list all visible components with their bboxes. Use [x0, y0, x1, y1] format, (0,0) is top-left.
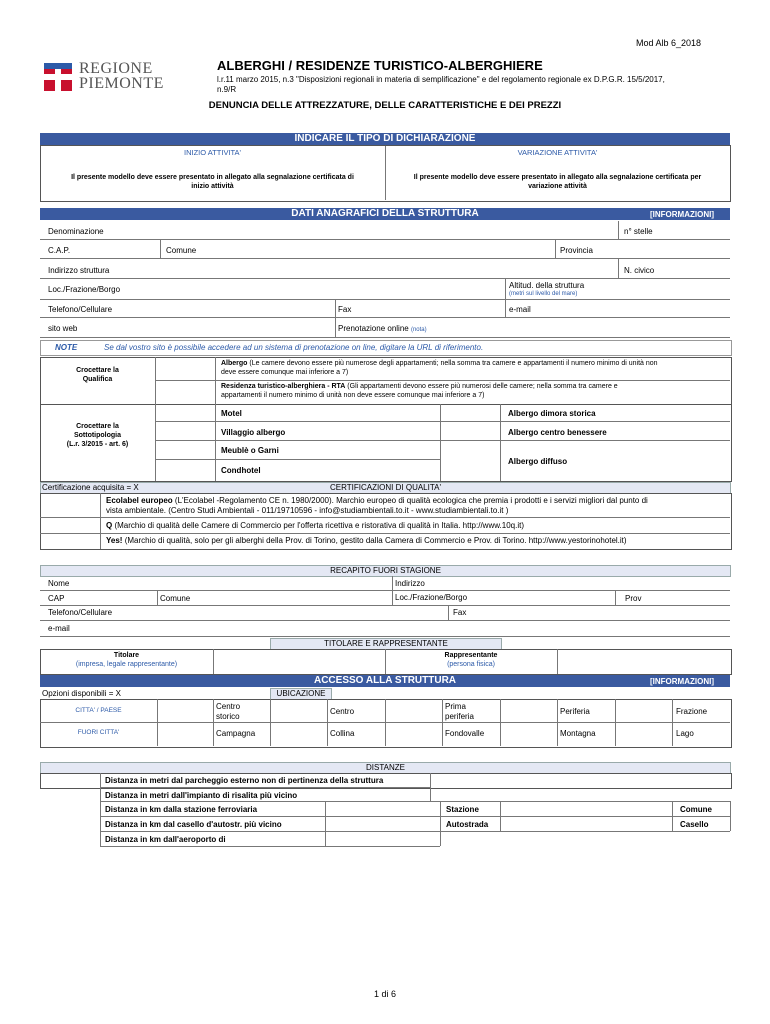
provincia-field[interactable]: Provincia	[560, 246, 593, 255]
page-number: 1 di 6	[373, 989, 397, 999]
ecolabel-option[interactable]: Ecolabel europeo (L'Ecolabel -Regolamento CE n. 1980/2000). Marchio europeo di qualità ecologica che premia i prodotti e i servizi migliori dal punto di	[106, 496, 648, 505]
autostrada-label: Autostrada	[446, 820, 489, 829]
variazione-attivita-checkbox[interactable]: VARIAZIONE ATTIVITA'	[517, 148, 598, 157]
comune-label: Comune	[680, 805, 712, 814]
inizio-text-2: inizio attività	[191, 183, 234, 190]
qualifica-label-1: Crocettare la	[76, 367, 119, 374]
recapito-telefono-field[interactable]: Telefono/Cellulare	[48, 608, 113, 617]
lago-option[interactable]: Lago	[676, 729, 694, 738]
section-certificazioni-heading: CERTIFICAZIONI DI QUALITA'	[40, 482, 731, 494]
recapito-indirizzo-field[interactable]: Indirizzo	[395, 579, 425, 588]
rta-checkbox[interactable]	[160, 384, 210, 400]
altitudine-note: (metri sul livello del mare)	[509, 291, 578, 297]
prenotazione-field[interactable]: Prenotazione online (nota)	[338, 324, 427, 333]
fax-field[interactable]: Fax	[338, 305, 352, 314]
stazione-label: Stazione	[446, 805, 479, 814]
law-reference-2: n.9/R	[217, 85, 237, 94]
cap-field[interactable]: C.A.P.	[48, 246, 71, 255]
section-tipo-heading: INDICARE IL TIPO DI DICHIARAZIONE	[40, 133, 730, 145]
certificazione-legend: Certificazione acquisita = X	[42, 483, 139, 492]
rta-text-2: appartamenti il numero minimo di unità non deve essere comunque mai inferiore a 7)	[221, 392, 485, 399]
periferia-option[interactable]: Periferia	[560, 707, 590, 716]
email-field[interactable]: e-mail	[509, 305, 531, 314]
fondovalle-option[interactable]: Fondovalle	[445, 729, 485, 738]
collina-option[interactable]: Collina	[330, 729, 355, 738]
form-code: Mod Alb 6_2018	[636, 38, 702, 48]
montagna-option[interactable]: Montagna	[560, 729, 596, 738]
dimora-option[interactable]: Albergo dimora storica	[508, 409, 596, 418]
prima-periferia-option-2[interactable]: periferia	[445, 712, 474, 721]
ecolabel-text-2: vista ambientale. (Centro Studi Ambientali - 011/19710596 - info@studiambientali.to.it - www.studiambientali.to.it )	[106, 506, 509, 515]
inizio-attivita-checkbox[interactable]: INIZIO ATTIVITA'	[184, 148, 241, 157]
section-titolare-heading: TITOLARE E RAPPRESENTANTE	[270, 638, 502, 650]
denominazione-field[interactable]: Denominazione	[48, 227, 104, 236]
rappresentante-input[interactable]	[559, 651, 728, 671]
distanza-parcheggio-label: Distanza in metri dal parcheggio esterno non di pertinenza della struttura	[105, 776, 384, 785]
note-text: Se dal vostro sito è possibile accedere ad un sistema di prenotazione on line, digitare la URL di riferimento.	[104, 343, 484, 352]
coat-of-arms-icon	[43, 62, 73, 92]
fuori-citta-label: FUORI CITTA'	[77, 729, 120, 736]
info-link-anagrafici[interactable]: [INFORMAZIONI]	[650, 210, 714, 219]
q-option[interactable]: Q (Marchio di qualità delle Camere di Commercio per l'offerta ricettiva e ristorativa di qualità in Italia. http://www.10q.it)	[106, 521, 525, 530]
regione-piemonte-logo	[43, 60, 165, 92]
prima-periferia-option-1[interactable]: Prima	[445, 702, 466, 711]
albergo-checkbox[interactable]	[160, 361, 210, 377]
recapito-prov-field[interactable]: Prov	[625, 594, 642, 603]
rappresentante-note: (persona fisica)	[447, 661, 495, 668]
sottotipologia-label-2: Sottotipologia	[73, 432, 122, 439]
section-anagrafici-heading: DATI ANAGRAFICI DELLA STRUTTURA	[40, 208, 730, 220]
info-link-accesso[interactable]: [INFORMAZIONI]	[650, 677, 714, 686]
recapito-fax-field[interactable]: Fax	[453, 608, 467, 617]
distanza-aeroporto-label: Distanza in km dall'aeroporto di	[105, 835, 226, 844]
frazione-option[interactable]: Frazione	[676, 707, 708, 716]
centro-storico-option-2[interactable]: storico	[216, 712, 240, 721]
yes-option[interactable]: Yes! (Marchio di qualità, solo per gli alberghi della Prov. di Torino, gestito dalla Camera di Commercio e Prov. di Torino. http://www.yestorinohotel.it)	[106, 536, 627, 545]
benessere-option[interactable]: Albergo centro benessere	[508, 428, 607, 437]
diffuso-option[interactable]: Albergo diffuso	[508, 457, 568, 466]
page-title: ALBERGHI / RESIDENZE TURISTICO-ALBERGHIERE	[217, 58, 543, 73]
inizio-text-1: Il presente modello deve essere presentato in allegato alla segnalazione certificata di	[71, 174, 354, 181]
recapito-email-field[interactable]: e-mail	[48, 624, 70, 633]
telefono-field[interactable]: Telefono/Cellulare	[48, 305, 113, 314]
recapito-cap-field[interactable]: CAP	[48, 594, 65, 603]
albergo-text-2: deve essere comunque mai inferiore a 7)	[221, 369, 349, 376]
section-distanze-heading: DISTANZE	[40, 762, 731, 774]
recapito-nome-field[interactable]: Nome	[48, 579, 70, 588]
sottotipologia-label-1: Crocettare la	[76, 423, 119, 430]
meuble-option[interactable]: Meublè o Garni	[221, 446, 279, 455]
variazione-text-1: Il presente modello deve essere presentato in allegato alla segnalazione certificata per	[413, 174, 702, 181]
logo-text-regione: REGIONE	[79, 60, 153, 77]
titolare-input[interactable]	[215, 651, 383, 671]
indirizzo-field[interactable]: Indirizzo struttura	[48, 266, 110, 275]
villaggio-option[interactable]: Villaggio albergo	[221, 428, 286, 437]
qualifica-label-2: Qualifica	[82, 376, 113, 383]
rta-option: Residenza turistico-alberghiera - RTA (Gli appartamenti devono essere più numerosi delle camere; nella somma tra camere e	[221, 383, 618, 390]
motel-option[interactable]: Motel	[221, 409, 242, 418]
section-accesso-heading: ACCESSO ALLA STRUTTURA	[40, 675, 730, 687]
section-recapito-heading: RECAPITO FUORI STAGIONE	[40, 565, 731, 577]
condhotel-option[interactable]: Condhotel	[221, 466, 261, 475]
centro-storico-option-1[interactable]: Centro	[216, 702, 241, 711]
casello-label: Casello	[680, 820, 709, 829]
distanza-stazione-label: Distanza in km dalla stazione ferroviaria	[105, 805, 258, 814]
comune-field[interactable]: Comune	[166, 246, 197, 255]
note-label: NOTE	[55, 343, 78, 352]
titolare-note: (impresa, legale rappresentante)	[75, 661, 178, 668]
centro-option[interactable]: Centro	[330, 707, 355, 716]
law-reference-1: l.r.11 marzo 2015, n.3 "Disposizioni regionali in materia di semplificazione" e del regolamento regionale ex D.P.G.R. 15/5/2017,	[217, 75, 665, 84]
distanza-risalita-label: Distanza in metri dall'impianto di risalita più vicino	[105, 791, 298, 800]
loc-field[interactable]: Loc./Frazione/Borgo	[48, 285, 121, 294]
titolare-label: Titolare	[113, 652, 140, 659]
albergo-option: Albergo (Le camere devono essere più numerose degli appartamenti; nella somma tra camere e appartamenti il numero minimo di unità non	[221, 360, 658, 367]
stelle-field[interactable]: n° stelle	[624, 227, 653, 236]
recapito-loc-field[interactable]: Loc./Frazione/Borgo	[395, 593, 468, 602]
ubicazione-heading: UBICAZIONE	[270, 688, 332, 700]
campagna-option[interactable]: Campagna	[216, 729, 256, 738]
rappresentante-label: Rappresentante	[444, 652, 498, 659]
altitudine-field[interactable]: Altitud. della struttura	[509, 281, 585, 290]
sito-web-field[interactable]: sito web	[48, 324, 78, 333]
civico-field[interactable]: N. civico	[624, 266, 655, 275]
variazione-text-2: variazione attività	[528, 183, 587, 190]
citta-label: CITTA' / PAESE	[75, 707, 122, 714]
recapito-comune-field[interactable]: Comune	[160, 594, 191, 603]
opzioni-legend: Opzioni disponibili = X	[42, 689, 121, 698]
logo-text-piemonte: PIEMONTE	[79, 75, 164, 92]
page-subtitle: DENUNCIA DELLE ATTREZZATURE, DELLE CARATTERISTICHE E DEI PREZZI	[208, 100, 562, 111]
distanza-casello-label: Distanza in km dal casello d'autostr. più vicino	[105, 820, 282, 829]
sottotipologia-label-3: (L.r. 3/2015 - art. 6)	[66, 441, 129, 448]
